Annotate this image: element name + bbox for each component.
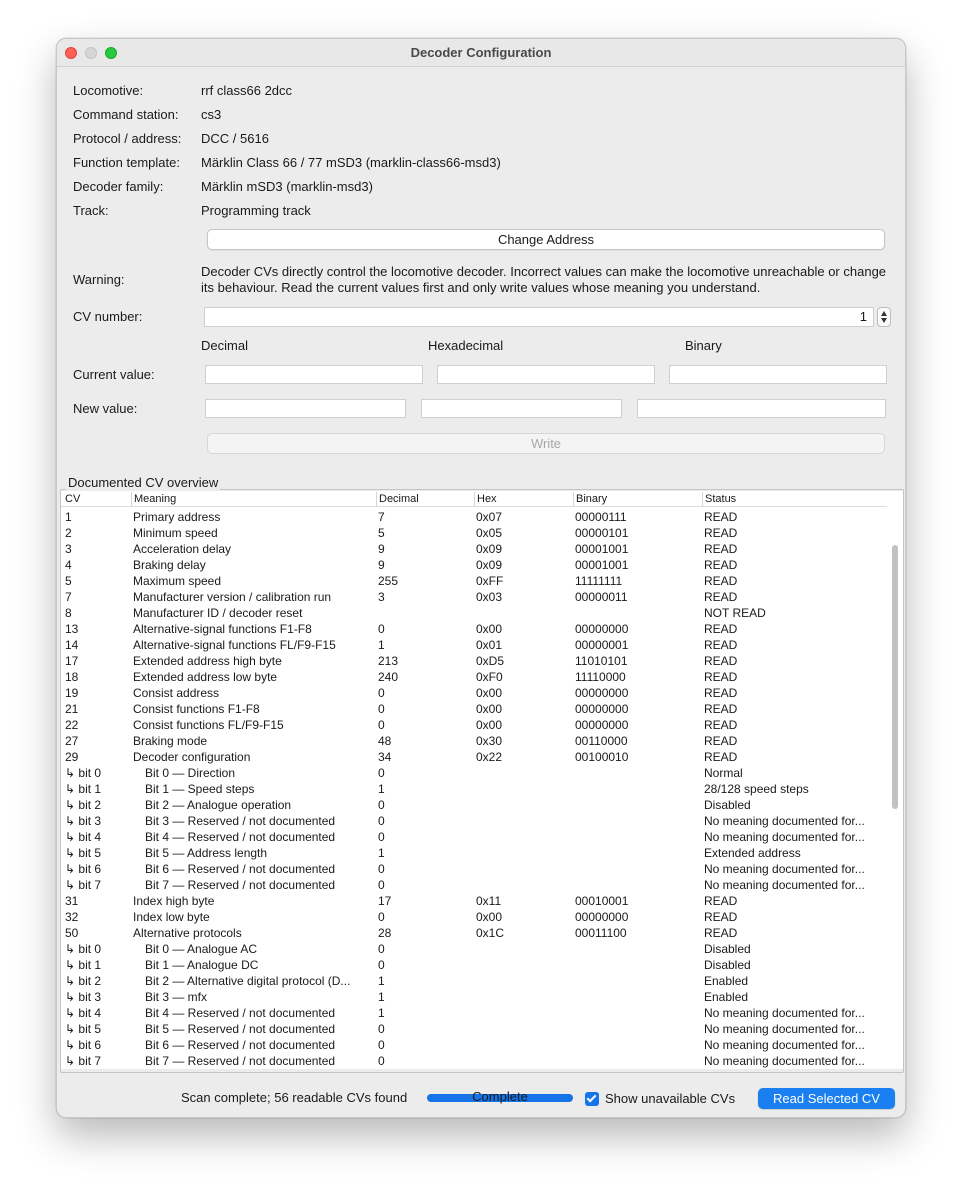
cell-cv: 3	[65, 542, 72, 556]
table-row-bit[interactable]	[61, 781, 887, 797]
cell-cv: 18	[65, 670, 79, 684]
cell-cv: ↳ bit 5	[65, 846, 102, 860]
cell-status: READ	[704, 686, 738, 700]
cell-decimal: 0	[378, 814, 385, 828]
cell-decimal: 17	[378, 894, 392, 908]
cell-cv: ↳ bit 6	[65, 1038, 102, 1052]
cell-meaning: Extended address high byte	[133, 654, 282, 668]
cell-meaning: Minimum speed	[133, 526, 218, 540]
cell-hex: 0x1C	[476, 926, 505, 940]
table-row[interactable]	[61, 701, 887, 717]
cell-decimal: 0	[378, 1038, 385, 1052]
cell-meaning: Bit 2 — Alternative digital protocol (D...	[145, 974, 351, 988]
cell-status: Extended address	[704, 846, 801, 860]
cell-cv: 4	[65, 558, 72, 572]
cell-status: READ	[704, 574, 738, 588]
cell-hex: 0x01	[476, 638, 503, 652]
cell-cv: ↳ bit 0	[65, 766, 102, 780]
cell-meaning: Braking delay	[133, 558, 206, 572]
cell-status: READ	[704, 510, 738, 524]
column-header-status[interactable]: Status	[702, 492, 736, 506]
decoder-family-label: Decoder family:	[73, 179, 164, 194]
cell-cv: ↳ bit 7	[65, 1054, 102, 1068]
cell-cv: 21	[65, 702, 79, 716]
cell-cv: ↳ bit 6	[65, 862, 102, 876]
cell-meaning: Bit 0 — Analogue AC	[145, 942, 258, 956]
cell-cv: 32	[65, 910, 79, 924]
cell-decimal: 0	[378, 830, 385, 844]
cell-decimal: 9	[378, 558, 385, 572]
table-row[interactable]	[61, 893, 887, 909]
cell-decimal: 1	[378, 782, 385, 796]
cell-status: No meaning documented for...	[704, 1006, 865, 1020]
cell-hex: 0x11	[476, 894, 502, 908]
table-row-bit[interactable]	[61, 989, 887, 1005]
cell-meaning: Consist address	[133, 686, 220, 700]
table-row-bit[interactable]	[61, 1053, 887, 1069]
table-row[interactable]	[61, 509, 887, 525]
cell-binary: 00010001	[575, 894, 629, 908]
table-row[interactable]	[61, 669, 887, 685]
cell-decimal: 0	[378, 1054, 385, 1068]
cell-meaning: Bit 4 — Reserved / not documented	[145, 830, 336, 844]
table-header	[61, 491, 887, 507]
cell-meaning: Braking mode	[133, 734, 208, 748]
cell-hex: 0x09	[476, 558, 503, 572]
cell-status: READ	[704, 750, 738, 764]
table-row[interactable]	[61, 909, 887, 925]
cell-status: READ	[704, 558, 738, 572]
table-body	[61, 509, 887, 1069]
cell-hex: 0x00	[476, 718, 503, 732]
cell-status: No meaning documented for...	[704, 1038, 865, 1052]
column-header-meaning[interactable]: Meaning	[131, 492, 176, 506]
cell-meaning: Manufacturer version / calibration run	[133, 590, 332, 604]
hexadecimal-column-heading: Hexadecimal	[428, 338, 504, 353]
cell-cv: ↳ bit 1	[65, 958, 102, 972]
cell-status: No meaning documented for...	[704, 814, 865, 828]
cell-hex: 0x00	[476, 686, 503, 700]
show-unavailable-label[interactable]: Show unavailable CVs	[605, 1091, 736, 1106]
table-row-bit[interactable]	[61, 941, 887, 957]
cell-status: READ	[704, 670, 738, 684]
cell-meaning: Primary address	[133, 510, 221, 524]
cell-status: No meaning documented for...	[704, 878, 865, 892]
cell-binary: 00110000	[575, 734, 628, 748]
cell-cv: 27	[65, 734, 79, 748]
cell-status: READ	[704, 590, 738, 604]
write-button[interactable]: Write	[207, 433, 885, 454]
table-row[interactable]	[61, 541, 887, 557]
table-row[interactable]	[61, 925, 887, 941]
cv-number-input[interactable]: 1	[204, 307, 874, 327]
cell-binary: 11110000	[575, 670, 626, 684]
cell-cv: ↳ bit 3	[65, 814, 102, 828]
cell-meaning: Bit 5 — Reserved / not documented	[145, 1022, 336, 1036]
table-row-bit[interactable]	[61, 1037, 887, 1053]
cell-hex: 0x00	[476, 702, 503, 716]
cell-binary: 00001001	[575, 542, 629, 556]
cell-binary: 00100010	[575, 750, 629, 764]
protocol-address-label: Protocol / address:	[73, 131, 182, 146]
scan-progress-label: Complete	[472, 1089, 528, 1104]
cell-decimal: 255	[378, 574, 399, 588]
cell-cv: ↳ bit 2	[65, 798, 102, 812]
cell-decimal: 0	[378, 958, 385, 972]
cell-status: Enabled	[704, 974, 749, 988]
table-row[interactable]	[61, 733, 887, 749]
decoder-family-value: Märklin mSD3 (marklin-msd3)	[201, 179, 373, 194]
column-header-decimal[interactable]: Decimal	[376, 492, 419, 506]
show-unavailable-checkbox[interactable]	[585, 1092, 599, 1106]
cell-decimal: 0	[378, 942, 385, 956]
cell-binary: 00000000	[575, 702, 629, 716]
cell-meaning: Manufacturer ID / decoder reset	[133, 606, 303, 620]
table-row-bit[interactable]	[61, 1021, 887, 1037]
stepper-down-icon[interactable]	[881, 318, 887, 323]
column-header-cv[interactable]: CV	[65, 493, 81, 505]
cell-binary: 00000001	[575, 638, 629, 652]
command-station-label: Command station:	[73, 107, 179, 122]
cell-status: READ	[704, 654, 738, 668]
table-row[interactable]	[61, 557, 887, 573]
cell-binary: 11111111	[575, 574, 623, 588]
warning-label: Warning:	[73, 272, 125, 287]
cell-decimal: 0	[378, 798, 385, 812]
cell-cv: 31	[65, 894, 79, 908]
cell-decimal: 34	[378, 750, 392, 764]
cell-hex: 0x00	[476, 910, 503, 924]
current-hex-field	[437, 365, 655, 384]
cell-binary: 00000111	[575, 510, 627, 524]
cell-binary: 00001001	[575, 558, 629, 572]
track-label: Track:	[73, 203, 109, 218]
cell-binary: 00000101	[575, 526, 629, 540]
cell-cv: 2	[65, 526, 72, 540]
cell-cv: 1	[65, 510, 72, 524]
cell-meaning: Bit 1 — Analogue DC	[145, 958, 259, 972]
cell-decimal: 0	[378, 766, 385, 780]
cell-cv: 50	[65, 926, 79, 940]
table-row[interactable]	[61, 637, 887, 653]
change-address-button[interactable]: Change Address	[207, 229, 885, 250]
cell-cv: 29	[65, 750, 79, 764]
new-value-label: New value:	[73, 401, 138, 416]
cell-status: READ	[704, 526, 738, 540]
cell-status: No meaning documented for...	[704, 1022, 865, 1036]
cell-hex: 0x00	[476, 622, 503, 636]
cell-decimal: 0	[378, 862, 385, 876]
cell-decimal: 1	[378, 638, 385, 652]
table-row-bit[interactable]	[61, 797, 887, 813]
function-template-label: Function template:	[73, 155, 180, 170]
cell-meaning: Alternative-signal functions FL/F9-F15	[133, 638, 336, 652]
table-row[interactable]	[61, 653, 887, 669]
table-row[interactable]	[61, 749, 887, 765]
cell-decimal: 3	[378, 590, 385, 604]
cell-status: READ	[704, 734, 738, 748]
table-row-bit[interactable]	[61, 957, 887, 973]
cell-meaning: Bit 6 — Reserved / not documented	[145, 1038, 336, 1052]
cell-binary: 11010101	[575, 654, 628, 668]
cell-cv: 19	[65, 686, 79, 700]
checkmark-icon	[587, 1093, 597, 1103]
cell-binary: 00000011	[575, 590, 628, 604]
cell-cv: ↳ bit 1	[65, 782, 102, 796]
new-hex-input[interactable]	[421, 399, 622, 418]
cell-decimal: 9	[378, 542, 385, 556]
cell-meaning: Bit 7 — Reserved / not documented	[145, 878, 336, 892]
cell-hex: 0xFF	[476, 574, 504, 588]
cell-cv: 14	[65, 638, 79, 652]
cell-meaning: Decoder configuration	[133, 750, 251, 764]
cell-cv: 13	[65, 622, 79, 636]
table-row-bit[interactable]	[61, 861, 887, 877]
cell-cv: ↳ bit 7	[65, 878, 102, 892]
cell-hex: 0x09	[476, 542, 503, 556]
cell-decimal: 1	[378, 990, 385, 1004]
cell-meaning: Extended address low byte	[133, 670, 278, 684]
table-row-bit[interactable]	[61, 829, 887, 845]
cell-meaning: Bit 5 — Address length	[145, 846, 268, 860]
cell-decimal: 0	[378, 718, 385, 732]
cv-number-label: CV number:	[73, 309, 143, 324]
cell-meaning: Consist functions FL/F9-F15	[133, 718, 284, 732]
cell-decimal: 240	[378, 670, 399, 684]
cell-cv: 8	[65, 606, 72, 620]
table-row-bit[interactable]	[61, 765, 887, 781]
cell-status: No meaning documented for...	[704, 830, 865, 844]
cell-binary: 00000000	[575, 686, 629, 700]
table-row[interactable]	[61, 605, 887, 621]
cell-status: READ	[704, 926, 738, 940]
cell-meaning: Bit 2 — Analogue operation	[145, 798, 292, 812]
cell-status: No meaning documented for...	[704, 1054, 865, 1068]
cell-status: Enabled	[704, 990, 749, 1004]
cell-hex: 0x22	[476, 750, 503, 764]
binary-column-heading: Binary	[685, 338, 722, 353]
cell-meaning: Bit 0 — Direction	[145, 766, 236, 780]
table-row[interactable]	[61, 717, 887, 733]
cell-meaning: Bit 3 — mfx	[145, 990, 208, 1004]
cell-decimal: 48	[378, 734, 392, 748]
cell-cv: 22	[65, 718, 79, 732]
decimal-column-heading: Decimal	[201, 338, 248, 353]
current-decimal-field	[205, 365, 423, 384]
cell-cv: 5	[65, 574, 72, 588]
cell-cv: ↳ bit 4	[65, 1006, 102, 1020]
current-value-label: Current value:	[73, 367, 155, 382]
cell-status: NOT READ	[704, 606, 766, 620]
cell-meaning: Index high byte	[133, 894, 215, 908]
cell-decimal: 0	[378, 622, 385, 636]
cell-decimal: 0	[378, 878, 385, 892]
cell-hex: 0x03	[476, 590, 503, 604]
scan-status-text: Scan complete; 56 readable CVs found	[181, 1090, 408, 1105]
table-row-bit[interactable]	[61, 813, 887, 829]
new-binary-input[interactable]	[637, 399, 886, 418]
cell-decimal: 0	[378, 686, 385, 700]
table-row-bit[interactable]	[61, 973, 887, 989]
cell-decimal: 5	[378, 526, 385, 540]
cell-hex: 0x07	[476, 510, 503, 524]
function-template-value: Märklin Class 66 / 77 mSD3 (marklin-class66-msd3)	[201, 155, 501, 170]
cell-status: Disabled	[704, 958, 751, 972]
cell-cv: ↳ bit 4	[65, 830, 102, 844]
cell-cv: ↳ bit 0	[65, 942, 102, 956]
cell-status: READ	[704, 622, 738, 636]
protocol-address-value: DCC / 5616	[201, 131, 269, 146]
table-row-bit[interactable]	[61, 845, 887, 861]
cell-meaning: Bit 7 — Reserved / not documented	[145, 1054, 336, 1068]
cell-meaning: Bit 6 — Reserved / not documented	[145, 862, 336, 876]
overview-group-title: Documented CV overview	[68, 475, 219, 490]
cell-meaning: Consist functions F1-F8	[133, 702, 260, 716]
cell-meaning: Acceleration delay	[133, 542, 232, 556]
track-value: Programming track	[201, 203, 311, 218]
cell-decimal: 7	[378, 510, 385, 524]
cell-status: READ	[704, 638, 738, 652]
cell-decimal: 1	[378, 974, 385, 988]
cell-decimal: 1	[378, 846, 385, 860]
locomotive-value: rrf class66 2dcc	[201, 83, 293, 98]
cell-status: No meaning documented for...	[704, 862, 865, 876]
cell-decimal: 213	[378, 654, 399, 668]
table-row[interactable]	[61, 573, 887, 589]
table-row[interactable]	[61, 525, 887, 541]
cell-status: Normal	[704, 766, 743, 780]
column-header-hex[interactable]: Hex	[474, 492, 497, 506]
cell-binary: 00000000	[575, 910, 629, 924]
cell-meaning: Index low byte	[133, 910, 210, 924]
cell-status: Disabled	[704, 798, 751, 812]
cell-status: READ	[704, 894, 738, 908]
table-row[interactable]	[61, 621, 887, 637]
cell-status: READ	[704, 718, 738, 732]
cell-cv: 17	[65, 654, 79, 668]
new-decimal-input[interactable]	[205, 399, 406, 418]
cell-status: 28/128 speed steps	[704, 782, 809, 796]
cell-status: READ	[704, 542, 738, 556]
cell-meaning: Alternative protocols	[133, 926, 242, 940]
cell-status: READ	[704, 910, 738, 924]
current-binary-field	[669, 365, 887, 384]
cell-meaning: Bit 4 — Reserved / not documented	[145, 1006, 336, 1020]
table-row[interactable]	[61, 589, 887, 605]
cell-meaning: Bit 3 — Reserved / not documented	[145, 814, 336, 828]
cell-decimal: 0	[378, 1022, 385, 1036]
cv-overview-table[interactable]	[61, 491, 903, 1069]
cell-cv: ↳ bit 2	[65, 974, 102, 988]
cell-meaning: Alternative-signal functions F1-F8	[133, 622, 312, 636]
cell-hex: 0x05	[476, 526, 503, 540]
cell-cv: ↳ bit 5	[65, 1022, 102, 1036]
warning-text: Decoder CVs directly control the locomotive decoder. Incorrect values can make the locomotive unreachable or change its behaviour. Read the current values first and only write values whose meaning you understand.	[201, 264, 887, 295]
cell-meaning: Bit 1 — Speed steps	[145, 782, 255, 796]
cell-hex: 0xD5	[476, 654, 505, 668]
cell-binary: 00000000	[575, 718, 629, 732]
title-bar	[57, 39, 905, 67]
cell-binary: 00000000	[575, 622, 629, 636]
table-row[interactable]	[61, 685, 887, 701]
table-row-bit[interactable]	[61, 1005, 887, 1021]
window-title: Decoder Configuration	[410, 45, 552, 60]
read-selected-cv-button[interactable]: Read Selected CV	[758, 1088, 895, 1109]
cell-status: READ	[704, 702, 738, 716]
cell-status: Disabled	[704, 942, 751, 956]
decoder-configuration-window	[56, 38, 906, 1118]
cell-binary: 00011100	[575, 926, 627, 940]
table-scrollbar[interactable]	[889, 509, 901, 1069]
command-station-value: cs3	[201, 107, 222, 122]
stepper-up-icon[interactable]	[881, 311, 887, 316]
cell-meaning: Maximum speed	[133, 574, 222, 588]
cell-decimal: 0	[378, 702, 385, 716]
cell-cv: ↳ bit 3	[65, 990, 102, 1004]
locomotive-label: Locomotive:	[73, 83, 144, 98]
cell-decimal: 1	[378, 1006, 385, 1020]
cv-number-stepper[interactable]	[877, 307, 891, 327]
table-row-bit[interactable]	[61, 877, 887, 893]
cell-decimal: 28	[378, 926, 392, 940]
cell-hex: 0x30	[476, 734, 503, 748]
cell-cv: 7	[65, 590, 72, 604]
scrollbar-thumb[interactable]	[892, 545, 898, 809]
cell-hex: 0xF0	[476, 670, 503, 684]
cell-decimal: 0	[378, 910, 385, 924]
column-header-binary[interactable]: Binary	[573, 492, 607, 506]
